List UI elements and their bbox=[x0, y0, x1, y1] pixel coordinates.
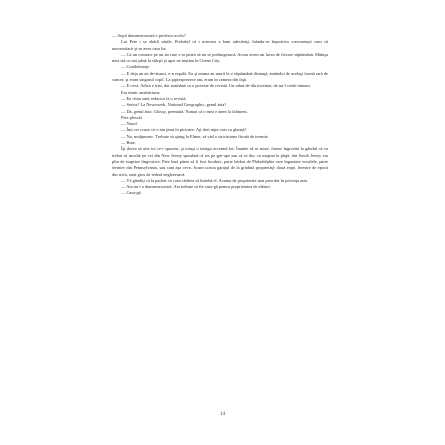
dialogue-line: — Vă gândiţi că la pachet cu casa cădirea să întrebă el. Acuma de proprietate mai prea dar în privinţa asta. bbox=[121, 177, 308, 183]
dialogue-line: — Bine. bbox=[121, 140, 136, 146]
dialogue-line: — Serios? La Newsweek, National Geographic, genul ăsta? bbox=[121, 102, 227, 108]
dialogue-line: — Eu chiar sunt redactor la o revistă. bbox=[121, 95, 187, 101]
narrative-paragraph: Îşi dorea să uite tot ce-i spusese, şi totuşi o intriga accentul lui. Înainte să se mute, fusese îngrozită la gândul că va trebui să asculte pe cei din New Jersey spunând că ies pe şpe-ape sau că se duc cu maşina la plajă, dar South Jersey era plin de surprize lingvistice. Pete însă părea să fi fost localnic, parte bărbat de Philadelphia care îngustase vocalele, parte fermier din Pennsylvania, sau cam aşa ceva. Acum scruta garajul de la grădină proprietăţi: două etaje, ferestre de epocă din stică, strat gros de iederă englezească. bbox=[112, 146, 328, 177]
page-number: 14 bbox=[220, 412, 225, 417]
book-page-text bbox=[112, 33, 328, 197]
dialogue-line: — Aia nu-i a dumneavoastră. Aia trebuie să fie casa-gă pentru proprietatea de alături. bbox=[121, 184, 271, 190]
dialogue-line: — Condoleanţe. bbox=[121, 64, 150, 70]
narrative-paragraph: Pete plescăi. bbox=[121, 114, 143, 120]
dialogue-line: — Ca un contract pe un an care s-ar putea să nu se prelungească. Acum avem un lucru de fiecare săptămână. Mătuşa mea stă cu noi până la sfârşit şi apoi ne mutăm în Ocean City. bbox=[112, 51, 328, 64]
dialogue-line: — Da, genul ăsta. Glossy, premiată. Numai că o mea e atent la faliment. bbox=[121, 108, 248, 114]
narrative-paragraph: Era nimic amărăciune. bbox=[121, 89, 161, 95]
dialogue-line: — Nu, mulţumesc. Trebuie să ajung la Elmer, să văd o stricăciune făcută de termite. bbox=[121, 133, 269, 139]
dialogue-line: — E ceva. Adică e trist, dar seamănă cu o poveste de revistă. Un rahat de-ăla inventat, de nu-l crede nimeni. bbox=[121, 83, 311, 89]
dialogue-line: — Soţul dumneavoastră e profesor acolo? bbox=[112, 33, 186, 38]
dialogue-line: — E deja un an de-atunci, e-n regulă. Eu şi mama au murit la o săptămână distanţă, amândoi de acelaşi formă rară de cancer, şi eram singurul copil. La şaptesprezece ani, eram în camera din faţă. bbox=[112, 70, 328, 83]
narrative-paragraph: Lui Pete i se zbârli nările. Probabil că i mirosea a bani adevăraţi, luându-se împotriva concurenţei cum că universitarii şi-ar avea casa lor. bbox=[112, 39, 328, 51]
dialogue-line: — Îmi cer scuze că v-am ţinut în picioare. Aţi dori niţte ceai cu gheaţă? bbox=[121, 127, 247, 133]
dialogue-line: — Casa-gă. bbox=[121, 190, 142, 196]
dialogue-line: — Nasol. bbox=[121, 121, 138, 127]
